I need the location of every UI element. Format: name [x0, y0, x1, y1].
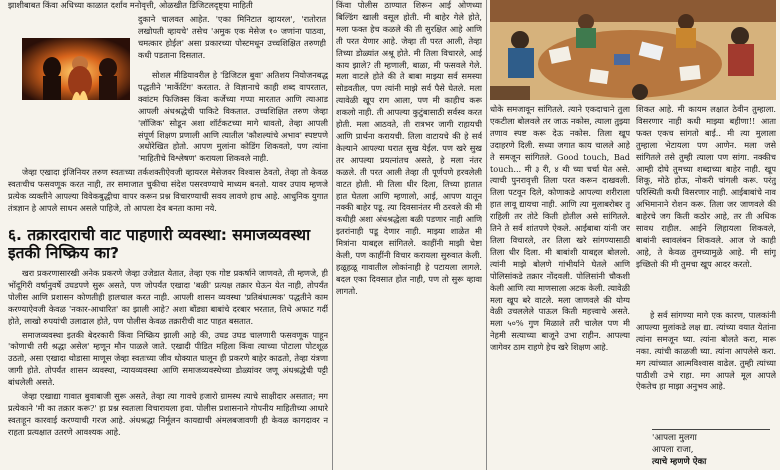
article-paragraph: खरा प्रकरणासारखी अनेक प्रकरणे जेव्हा उजेडात येतात, तेव्हा एक गोष्ट प्रकर्षाने जाणवते, ती म्हणजे, ही भोंदूगिरी वर्षानुवर्षे उघडपणे सुरू असते, पण जोपर्यंत एखादा 'बळी' प्रत्यक्ष तक्रार घेऊन येत नाही, तोपर्यंत पोलीस आणि प्रशासन कोणतीही हालचाल करत नाही. आपली शासन व्यवस्था 'प्रतिबंधात्मक' पद्धतीने काम करण्याऐवजी केवळ 'नकार-आधारित' का झाली आहे? अशा बोंड्या बाबांचे दरबार भरतात, तिथे अफाट गर्दी होते, लाखो रुपयांची उलाढाल होते, पण पोलीस केवळ तक्रारीची वाट पाहत बसतात.	[8, 268, 328, 326]
article-paragraph: सोशल मीडियावरील हे 'डिजिटल बुवा' अतिशय नियोजनबद्ध पद्धतीने 'मार्केटिंग' करतात. ते विज्ञानाचे काही शब्द वापरतात, क्वांटम फिजिक्स किंवा कर्जेच्या गप्पा मारतात आणि त्याआड आपली अंधश्रद्धेची पाकिटे विकतात. उच्चशिक्षित तरुण जेव्हा 'लॉजिक' सोडून अशा शॉर्टकटच्या मागे धावतो, तेव्हा आपली संपूर्ण शिक्षण प्रणाली आणि त्यातील 'कौशल्यांचे अभाव' स्पष्टपणे अधोरेखित होतो. आपण मुलांना कोडिंग शिकवतो, पण त्यांना 'माहितीचे विश्लेषण' करायला शिकवले नाही.	[138, 70, 328, 164]
left-main-text	[8, 70, 328, 222]
section-subhead	[8, 226, 328, 266]
article-paragraph: हे सर्व सांगण्या मागे एक कारण, पालकांनी आपल्या मुलांकडे लक्ष द्या. त्यांच्या वयात येतांना त्यांना समजून घ्या. त्यांना बोलते करा, मारू नका. त्यांची काळजी घ्या. त्यांना आपलेसे करा. मग त्यांच्यात आत्मविश्वास वाढेल. तुम्ही त्यांच्या पाठीशी उभे राहा. मग आपले मूल आपले ऐकतेच हा माझा अनुभव आहे.	[636, 310, 776, 392]
signature-line-1: 'आपला मुलगा	[652, 433, 697, 443]
left-lower-text	[8, 268, 328, 470]
right-right-subcolumn	[636, 104, 776, 308]
left-top-fragment	[8, 0, 328, 14]
classroom-illustration	[490, 0, 776, 100]
article-paragraph: दुकाने चालवत आहेत. 'एका मिनिटात व्हायरल', 'रातोरात लखोपती व्हायचे' तसेच 'अमुक एक मेसेज १० जणांना पाठवा, चमत्कार होईल' असा प्रकारच्या पोस्टमधून उच्चशिक्षित तरुणही कधी पडताना दिसतात.	[138, 14, 326, 60]
signature-line-3: त्याचे म्हणणे ऐका	[652, 457, 707, 467]
column-divider	[332, 0, 333, 470]
article-paragraph: शिकत आहे. मी कायम लक्षात ठेवीन तुम्हाला. विसरणार नाही कधी माझ्या बहीणा!! आता फक्त एकच सांगतो बाई.. मी त्या मुलाला तुम्हाला भेटायला पण आणेन. मला जसे सांगितले तसे तुम्ही त्याला पण सांगा. नक्कीच आम्ही दोघे तुमच्या शब्दाच्या बाहेर नाही. खूप शिकू, मोठे होऊ, नोकरी चांगली करू. परंतु परिस्थिती कधी विसरणार नाही. आईबाबांचे नाव अभिमानाने रोशन करू. तिला जर जाणवले की बाहेरचे जग किती कठोर आहे, तर ती अधिक सावध राहील. आईने लिहायला शिकवले, बाबांनी स्वावलंबन शिकवले. आज जे काही आहे, ते केवळ तुमच्यामुळे आहे. मी सांगू इच्छितो की मी तुमचा खूप आदर करतो.	[636, 104, 776, 269]
subhead-title: ६. तक्रारदाराची वाट पाहणारी व्यवस्था: समाजव्यवस्था इतकी निष्क्रिय का?	[8, 226, 311, 262]
middle-column	[336, 0, 482, 470]
letter-signature	[652, 432, 772, 468]
article-paragraph: धोके समजावून सांगितले. त्याने एकदाचाने तुला एकटीला बोलवले तर जाऊ नकोस, त्याला तुझ्या तणाव स्पष्ट करू देऊ नकोस. तिला खूप उदाहरणे दिली. सध्या जगात काय चालले आहे ते समजून सांगितले. Good touch, Bad touch... मी ३ री, ४ थी च्या चर्चा घेत असे. त्याची पुनरावृत्ती तिला परत करून दाखवली. तिला पटवून दिले, कोणाकडे आपल्या शरीराला हात लावू द्यायचा नाही. आणि त्या मुलाबरोबर तू राहिली तर तोटे किती होतील असे सांगितले. तिने ते सर्व शांतपणे ऐकले. आईबाबा यांनी जर तिला विचारले, तर तिला खरे सांगण्यासाठी तिला धीर दिला. मी बाबांशी याबद्दल बोललो. त्यांनी माझे बोलणे गांभीर्याने घेतले आणि पोलिसांकडे तक्रार नोंदवली. पोलिसांनी चौकशी केली आणि त्या माणसाला अटक केली. त्यावेळी मला खूप बरे वाटले. मला जाणवले की योग्य वेळी उचललेले पाऊल किती महत्त्वाचे असते. मला ५०% गुण मिळाले तरी चालेल पण मी नेहमी सत्याच्या बाजूने उभा राहीन. आपल्या जागेवर ठाम राहणे हेच खरे शिक्षण आहे.	[490, 104, 630, 353]
article-photo-classroom	[490, 0, 776, 100]
right-left-subcolumn	[490, 104, 630, 470]
article-paragraph: जेव्हा एखादा इंजिनियर तरुण स्वतःच्या तर्कशक्तीऐवजी व्हायरल मेसेजवर विश्वास ठेवतो, तेव्हा तो केवळ स्वतःचीच फसवणूक करत नाही, तर समाजात चुकीचा संदेश पसरवण्याचे माध्यम बनतो. यावर उपाय म्हणजे प्रत्येक व्यक्तीने आपल्या विवेकबुद्धीचा वापर करून प्रश्न विचारण्याची सवय लावणे हाच आहे. आधुनिक युगात तंत्रज्ञान हे आपले साधन असले पाहिजे, तो आपला देव बनता कामा नये.	[8, 167, 328, 213]
signature-line-2: आपला राजा,	[652, 445, 694, 455]
signature-divider	[652, 429, 770, 430]
article-fragment: झाशीबाबत किंवा अधिच्या काळात दर्शाव मनोवृत्ती, ओळखीत डिजिटलदृष्ट्या माहिती	[8, 0, 253, 10]
column-divider	[486, 0, 487, 470]
article-paragraph: जेव्हा एखाद्या गावात बुवाबाजी सुरू असते, तेव्हा त्या गावचे हजारो ग्रामस्थ त्याचे साक्षीदार असतात; मग प्रत्येकाने 'मी का तक्रार करू?' हा प्रश्न स्वतःला विचारायला हवा. पोलीस प्रशासनाने गोपनीय माहितीच्या आधारे स्वतःहून कारवाई करण्याची गरज आहे. अंधश्रद्धा निर्मूलन कायद्याची अंमलबजावणी ही केवळ कागदावर न राहता प्रत्यक्षात उतरणे आवश्यक आहे.	[8, 391, 328, 437]
article-paragraph: किंवा पोलीस ठाण्यात शिरून आई ओणध्या बिल्डिंग खाली वसूल होती. मी बाहेर गेले होते, मला फक्त हेच कळले की ती सुरक्षित आहे आणि ती परत येणार आहे. जेव्हा ती परत आली, तेव्हा तिच्या डोळ्यांत अश्रू होते. मी तिला विचारले, आई काय झाले? ती म्हणाली, बाळा, मी फसवले गेले. मला वाटले होते की ते बाबा माझ्या सर्व समस्या सोडवतील, पण त्यांनी माझे सर्व पैसे घेतले. मला त्यावेळी खूप राग आला, पण मी काहीच करू शकलो नाही. ती आपल्या कुटुंबासाठी सर्वस्व करत होती. मला आठवते, ती रात्रभर जागी राहायची आणि प्रार्थना करायची. तिला वाटायचे की हे सर्व केल्याने आपल्या घरात सुख येईल. पण खरे सुख तर आपल्या प्रयत्नांतच असते, हे मला नंतर कळले. ती परत आली तेव्हा ती पूर्णपणे हरवलेली वाटत होती. मी तिला धीर दिला, तिच्या हातात हात घेतला आणि म्हणालो, आई, आपण यातून नक्की बाहेर पडू. त्या दिवसानंतर मी ठरवले की मी कधीही अशा अंधश्रद्धेला बळी पडणार नाही आणि इतरांनाही पडू देणार नाही. माझ्या शाळेत मी मित्रांना याबद्दल सांगितले. काहींनी माझी चेष्टा केली, पण काहींनी विचार करायला सुरुवात केली. हळूहळू गावातील लोकांनाही हे पटायला लागले. बदल एका दिवसात होत नाही, पण तो सुरू व्हावा लागतो.	[336, 0, 482, 296]
article-paragraph: समाजव्यवस्था इतकी बेदरकारी किंवा निष्क्रिय झाली आहे की, उघड उघड चालणारी फसवणूक पाहून 'कोणाची तरी श्रद्धा असेल' म्हणून मौन पाळले जाते. एखादी पीडित महिला किंवा त्याच्या पोटाला पोटशूळ उठतो, असा एखादा थोडासा माणूस जेव्हा स्वतःच्या जीव धोक्यात घालून ही प्रकरणे बाहेर काढतो, तेव्हा यंत्रणा जागी होते. तोपर्यंत शासन व्यवस्था, न्यायव्यवस्था आणि समाजव्यवस्थेच्या डोळ्यांवर जणू अंधश्रद्धेची पट्टी बांधलेली असते.	[8, 329, 328, 388]
right-right-subcolumn-lower	[636, 310, 776, 428]
